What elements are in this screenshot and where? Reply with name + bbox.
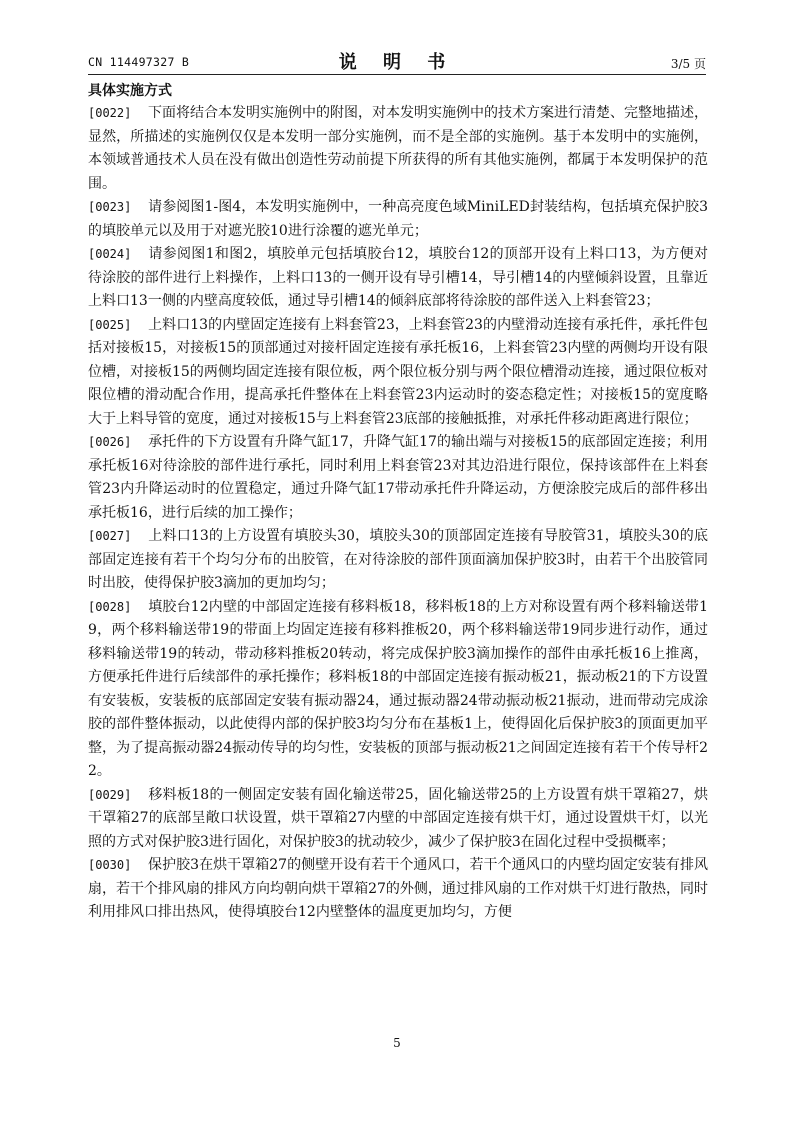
paragraph-text: 上料口13的内壁固定连接有上料套管23，上料套管23的内壁滑动连接有承托件，承托件包括对接板15，对接板15的顶部通过对接杆固定连接有承托板16，上料套管23内壁的两侧均开设有限位槽，对接板15的两侧均固定连接有限位板，两个限位板分别与两个限位槽滑动连接，通过限位板对限位槽的滑动配合作用，提高承托件整体在上料套管23内运动时的姿态稳定性；对接板15的宽度略大于上料导管的宽度，通过对接板15与上料套管23底部的接触抵推，对承托件移动距离进行限位； — [88, 316, 708, 427]
paragraph — [88, 784, 708, 855]
paragraph-text: 保护胶3在烘干罩箱27的侧壁开设有若干个通风口，若干个通风口的内壁均固定安装有排风扇，若干个排风扇的排风方向均朝向烘干罩箱27的外侧，通过排风扇的工作对烘干灯进行散热，同时利用排风口排出热风，使得填胶台12内壁整体的温度更加均匀，方便 — [88, 857, 708, 920]
page-body — [88, 80, 708, 925]
paragraph — [88, 596, 708, 784]
paragraph — [88, 243, 708, 314]
paragraph-number: [0026] — [88, 435, 132, 449]
paragraph-number: [0025] — [88, 317, 132, 332]
page-number: 5 — [393, 1036, 401, 1050]
paragraph — [88, 314, 708, 432]
paragraph — [88, 854, 708, 925]
paragraph-text: 填胶台12内壁的中部固定连接有移料板18，移料板18的上方对称设置有两个移料输送带19，两个移料输送带19的带面上均固定连接有移料推板20，两个移料输送带19同步进行动作，通过移料输送带19的转动，带动移料推板20转动，将完成保护胶3滴加操作的部件由承托板16上推离，方便承托件进行后续部件的承托操作；移料板18的中部固定连接有振动板21，振动板21的下方设置有安装板，安装板的底部固定安装有振动器24，通过振动器24带动振动板21振动，进而带动完成涂胶的部件整体振动，以此使得内部的保护胶3均匀分布在基板1上，使得固化后保护胶3的顶面更加平整，为了提高振动器24振动传导的均匀性，安装板的顶部与振动板21之间固定连接有若干个传导杆22。 — [88, 598, 708, 779]
page-info: 3/5 页 — [670, 57, 706, 71]
paragraph-number: [0029] — [88, 787, 132, 802]
paragraph-text: 移料板18的一侧固定安装有固化输送带25，固化输送带25的上方设置有烘干罩箱27，烘干罩箱27的底部呈敞口状设置，烘干罩箱27内壁的中部固定连接有烘干灯，通过设置烘干灯，以光照的方式对保护胶3进行固化，对保护胶3的扰动较少，减少了保护胶3在固化过程中受损概率； — [88, 786, 708, 850]
paragraph-text: 下面将结合本发明实施例中的附图，对本发明实施例中的技术方案进行清楚、完整地描述，显然，所描述的实施例仅仅是本发明一部分实施例，而不是全部的实施例。基于本发明中的实施例，本领域普通技术人员在没有做出创造性劳动前提下所获得的所有其他实施例，都属于本发明保护的范围。 — [88, 105, 708, 192]
header-divider — [88, 74, 706, 75]
paragraph-number: [0024] — [88, 247, 132, 261]
section-title: 具体实施方式 — [88, 83, 172, 99]
paragraph-number: [0022] — [88, 106, 132, 120]
page-header — [88, 48, 706, 72]
document-title: 说 明 书 — [338, 52, 456, 73]
paragraph-number: [0028] — [88, 599, 132, 614]
paragraph — [88, 525, 708, 596]
paragraph-text: 请参阅图1-图4，本发明实施例中，一种高亮度色域MiniLED封装结构，包括填充保护胶3的填胶单元以及用于对遮光胶10进行涂覆的遮光单元； — [88, 199, 708, 239]
paragraph-text: 上料口13的上方设置有填胶头30，填胶头30的顶部固定连接有导胶管31，填胶头30的底部固定连接有若干个均匀分布的出胶管，在对待涂胶的部件顶面滴加保护胶3时，由若干个出胶管同时出胶，使得保护胶3滴加的更加均匀； — [88, 528, 708, 591]
paragraph-list — [88, 102, 708, 925]
paragraph-text: 承托件的下方设置有升降气缸17，升降气缸17的输出端与对接板15的底部固定连接；利用承托板16对待涂胶的部件进行承托，同时利用上料套管23对其边沿进行限位，保持该部件在上料套管23内升降运动时的位置稳定，通过升降气缸17带动承托件升降运动，方便涂胶完成后的部件移出承托板16，进行后续的加工操作； — [88, 434, 708, 521]
paragraph-number: [0030] — [88, 858, 132, 872]
paragraph-number: [0027] — [88, 529, 132, 543]
paragraph-number: [0023] — [88, 200, 132, 214]
paragraph — [88, 196, 708, 243]
paragraph-text: 请参阅图1和图2，填胶单元包括填胶台12，填胶台12的顶部开设有上料口13，为方便对待涂胶的部件进行上料操作，上料口13的一侧开设有导引槽14，导引槽14的内壁倾斜设置，且靠近上料口13一侧的内壁高度较低，通过导引槽14的倾斜底部将待涂胶的部件送入上料套管23； — [88, 246, 708, 309]
paragraph — [88, 102, 708, 196]
paragraph — [88, 431, 708, 525]
patent-number: CN 114497327 B — [88, 55, 190, 69]
